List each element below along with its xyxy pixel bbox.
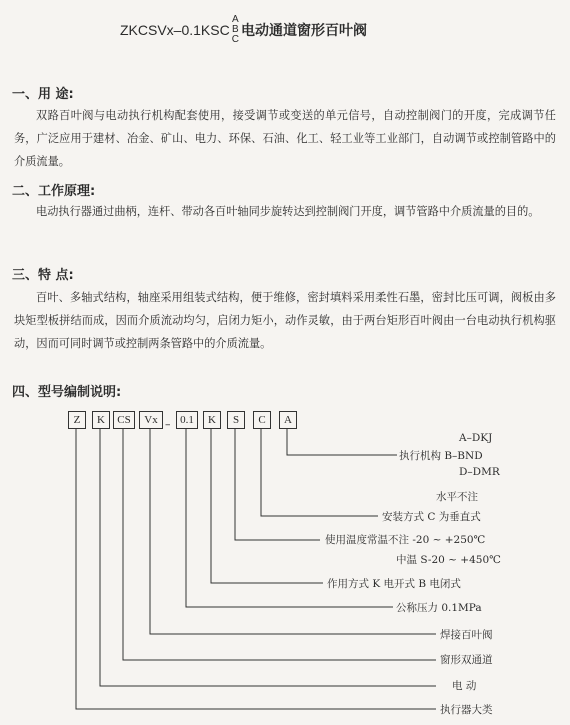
code-box-temperature: S (227, 411, 245, 429)
code-box-vx: Vx (139, 411, 163, 429)
section-heading-usage: 一、用 途: (12, 87, 74, 102)
label-action-mode: 作用方式 K 电开式 B 电闭式 (327, 578, 461, 590)
label-temperature-normal: 使用温度常温不注 -20 ~ +250℃ (325, 534, 486, 546)
label-install-horizontal: 水平不注 (436, 491, 478, 503)
connector-connection (150, 428, 436, 634)
label-temperature-medium: 中温 S-20 ~ +450℃ (396, 554, 501, 566)
code-box-actuator: A (279, 411, 297, 429)
code-box-z: Z (68, 411, 86, 429)
label-drive: 电 动 (452, 680, 477, 692)
connector-actuator (287, 428, 397, 455)
code-box-action: K (203, 411, 221, 429)
connector-temperature (235, 428, 320, 540)
section-body-features: 百叶、多轴式结构，轴座采用组装式结构，便于维修，密封填料采用柔性石墨，密封比压可调，阀板由多块矩型板拼结而成，因而介质流动均匀，启闭力矩小，动作灵敏，由于两台矩形百叶阀由一台电动执行机构驱动，因而可同时调节或控制两条管路中的介质流量。 (14, 291, 556, 350)
connector-action (211, 428, 323, 583)
title-option-b: B (232, 24, 239, 35)
section-body-principle: 电动执行器通过曲柄，连杆、带动各百叶轴同步旋转达到控制阀门开度，调节管路中介质流量的目的。 (36, 205, 540, 218)
code-box-cs: CS (113, 411, 135, 429)
title-product-name: 电动通道窗形百叶阀 (240, 22, 367, 38)
label-actuator-d: D–DMR (459, 466, 500, 478)
connector-category (76, 428, 436, 709)
label-nominal-pressure: 公称压力 0.1MPa (396, 602, 482, 614)
section-heading-features: 三、特 点: (12, 268, 74, 283)
section-heading-model-code: 四、型号编制说明: (12, 385, 122, 400)
section-body-usage: 双路百叶阀与电动执行机构配套使用，接受调节或变送的单元信号，自动控制阀门的开度，完成调节任务，广泛应用于建材、冶金、矿山、电力、环保、石油、化工、轻工业等工业部门，自动调节或控制管路中的介质流量。 (14, 109, 556, 168)
code-box-install: C (253, 411, 271, 429)
label-connection: 焊接百叶阀 (440, 629, 493, 641)
title-model-prefix: ZKCSVx–0.1KSC (120, 22, 230, 38)
section-heading-principle: 二、工作原理: (12, 184, 96, 199)
connector-install (261, 428, 378, 516)
label-actuator-b: 执行机构 B–BND (399, 450, 483, 462)
label-shape: 窗形双通道 (440, 654, 493, 666)
code-separator: – (165, 418, 171, 431)
title-option-c: C (231, 34, 239, 45)
label-actuator-a: A–DKJ (459, 432, 493, 444)
title-option-a: A (232, 14, 239, 25)
code-box-pressure: 0.1 (176, 411, 198, 429)
code-box-k: K (92, 411, 110, 429)
label-category: 执行器大类 (440, 704, 493, 716)
label-install-vertical: 安装方式 C 为垂直式 (382, 511, 481, 523)
